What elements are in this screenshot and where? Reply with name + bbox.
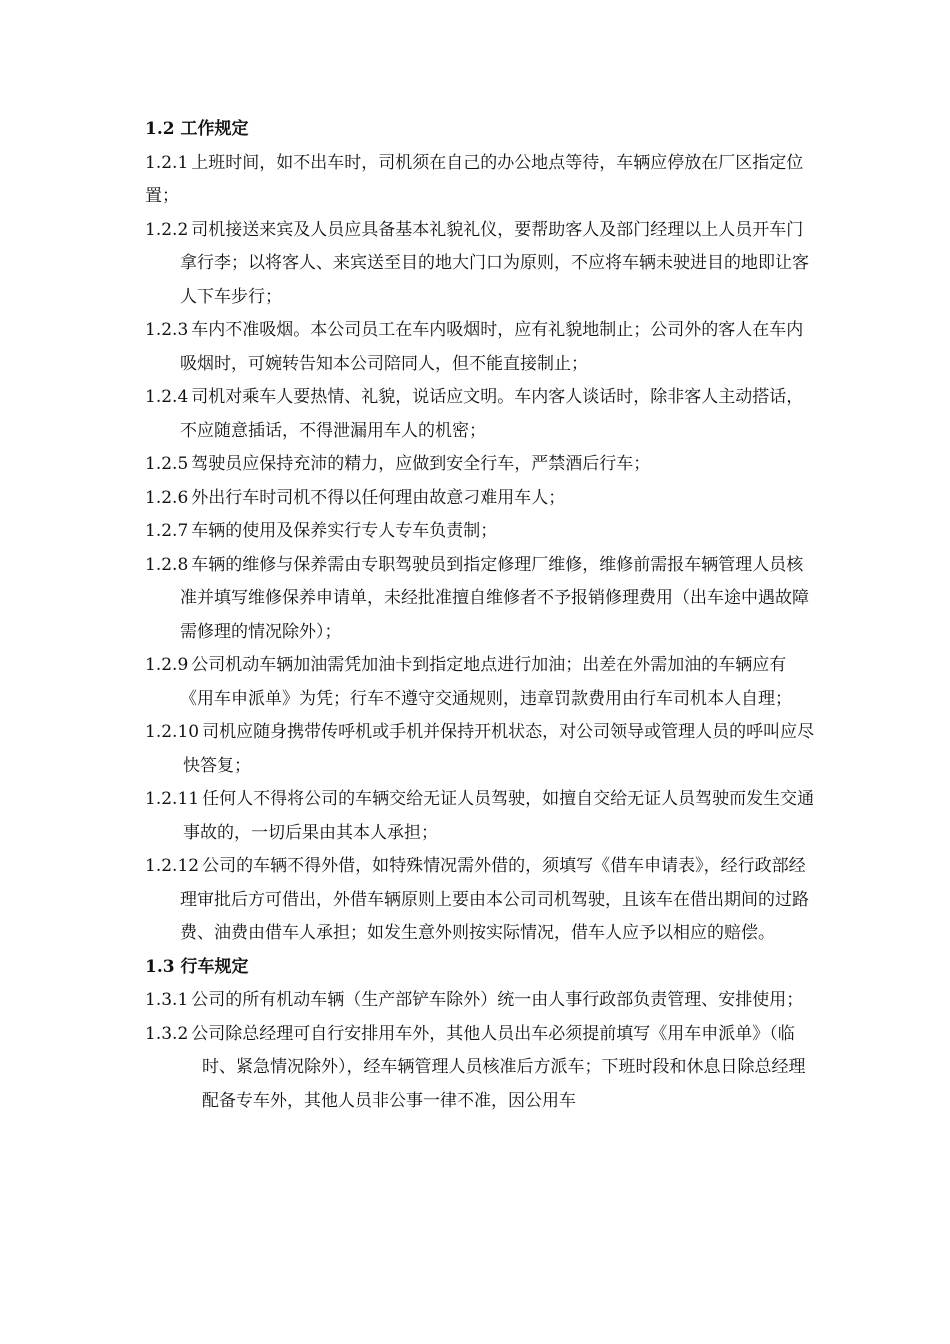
clause-text: 公司的车辆不得外借，如特殊情况需外借的，须填写《借车申请表》，经行政部经理审批后方可借出，外借车辆原则上要由本公司司机驾驶，且该车在借出期间的过路费、油费由借车人承担；如发生意外则按实际情况，借车人应予以相应的赔偿。 <box>180 856 809 943</box>
clause-1-2-5 <box>145 448 815 482</box>
clause-1-2-9 <box>145 649 815 716</box>
clause-number: 1.2.11 <box>145 789 200 809</box>
clause-number: 1.2.4 <box>145 387 189 407</box>
clause-text: 上班时间，如不出车时，司机须在自己的办公地点等待，车辆应停放在厂区指定位置； <box>145 152 804 206</box>
clause-text: 车辆的使用及保养实行专人专车负责制； <box>191 521 498 541</box>
clause-text: 公司除总经理可自行安排用车外，其他人员出车必须提前填写《用车申派单》（临时、紧急情况除外），经车辆管理人员核准后方派车；下班时段和休息日除总经理配备专车外，其他人员非公事一律不准，因公用车 <box>191 1023 806 1111</box>
clause-text: 司机应随身携带传呼机或手机并保持开机状态，对公司领导或管理人员的呼叫应尽快答复； <box>183 722 815 776</box>
clause-1-2-12 <box>145 850 815 951</box>
clause-1-3-2 <box>145 1018 815 1119</box>
clause-text: 司机接送来宾及人员应具备基本礼貌礼仪，要帮助客人及部门经理以上人员开车门拿行李；以将客人、来宾送至目的地大门口为原则，不应将车辆未驶进目的地即让客人下车步行； <box>180 219 809 307</box>
clause-number: 1.2.2 <box>145 219 189 240</box>
clause-1-2-3 <box>145 314 815 381</box>
clause-text: 车辆的维修与保养需由专职驾驶员到指定修理厂维修，维修前需报车辆管理人员核准并填写维修保养申请单，未经批准擅自维修者不予报销修理费用（出车途中遇故障需修理的情况除外）； <box>180 554 809 642</box>
clause-number: 1.2.10 <box>145 722 200 742</box>
clause-text: 任何人不得将公司的车辆交给无证人员驾驶，如擅自交给无证人员驾驶而发生交通事故的，一切后果由其本人承担； <box>183 789 815 843</box>
clause-1-2-10 <box>145 716 815 783</box>
clause-1-2-11 <box>145 783 815 850</box>
section-heading-1-3: 1.3 行车规定 <box>145 956 249 977</box>
clause-1-2-7 <box>145 515 815 549</box>
clause-text: 车内不准吸烟。本公司员工在车内吸烟时，应有礼貌地制止；公司外的客人在车内吸烟时，可婉转告知本公司陪同人，但不能直接制止； <box>180 320 804 374</box>
clause-number: 1.2.7 <box>145 521 189 541</box>
clause-1-2-6 <box>145 482 815 516</box>
clause-text: 公司的所有机动车辆（生产部铲车除外）统一由人事行政部负责管理、安排使用； <box>191 990 804 1010</box>
clause-1-2-8 <box>145 549 815 650</box>
clause-number: 1.2.12 <box>145 856 200 876</box>
clause-number: 1.2.6 <box>145 487 189 508</box>
section-heading-1-2: 1.2 工作规定 <box>145 119 249 139</box>
clause-1-2-2 <box>145 214 815 315</box>
clause-text: 驾驶员应保持充沛的精力，应做到安全行车，严禁酒后行车； <box>191 454 651 474</box>
clause-text: 外出行车时司机不得以任何理由故意刁难用车人； <box>191 487 566 508</box>
clause-number: 1.3.2 <box>145 1023 189 1044</box>
clause-text: 公司机动车辆加油需凭加油卡到指定地点进行加油；出差在外需加油的车辆应有《用车申派单》为凭；行车不遵守交通规则，违章罚款费用由行车司机本人自理； <box>180 655 792 709</box>
clause-text: 司机对乘车人要热情、礼貌，说话应文明。车内客人谈话时，除非客人主动搭话，不应随意插话，不得泄漏用车人的机密； <box>180 387 804 441</box>
clause-number: 1.2.1 <box>145 152 189 173</box>
clause-number: 1.3.1 <box>145 990 189 1010</box>
document-body <box>145 113 815 1118</box>
clause-1-2-4 <box>145 381 815 448</box>
clause-number: 1.2.8 <box>145 554 189 575</box>
clause-1-2-1 <box>145 147 815 214</box>
clause-1-3-1 <box>145 984 815 1018</box>
clause-number: 1.2.3 <box>145 320 189 340</box>
clause-number: 1.2.5 <box>145 454 189 474</box>
clause-number: 1.2.9 <box>145 655 189 675</box>
